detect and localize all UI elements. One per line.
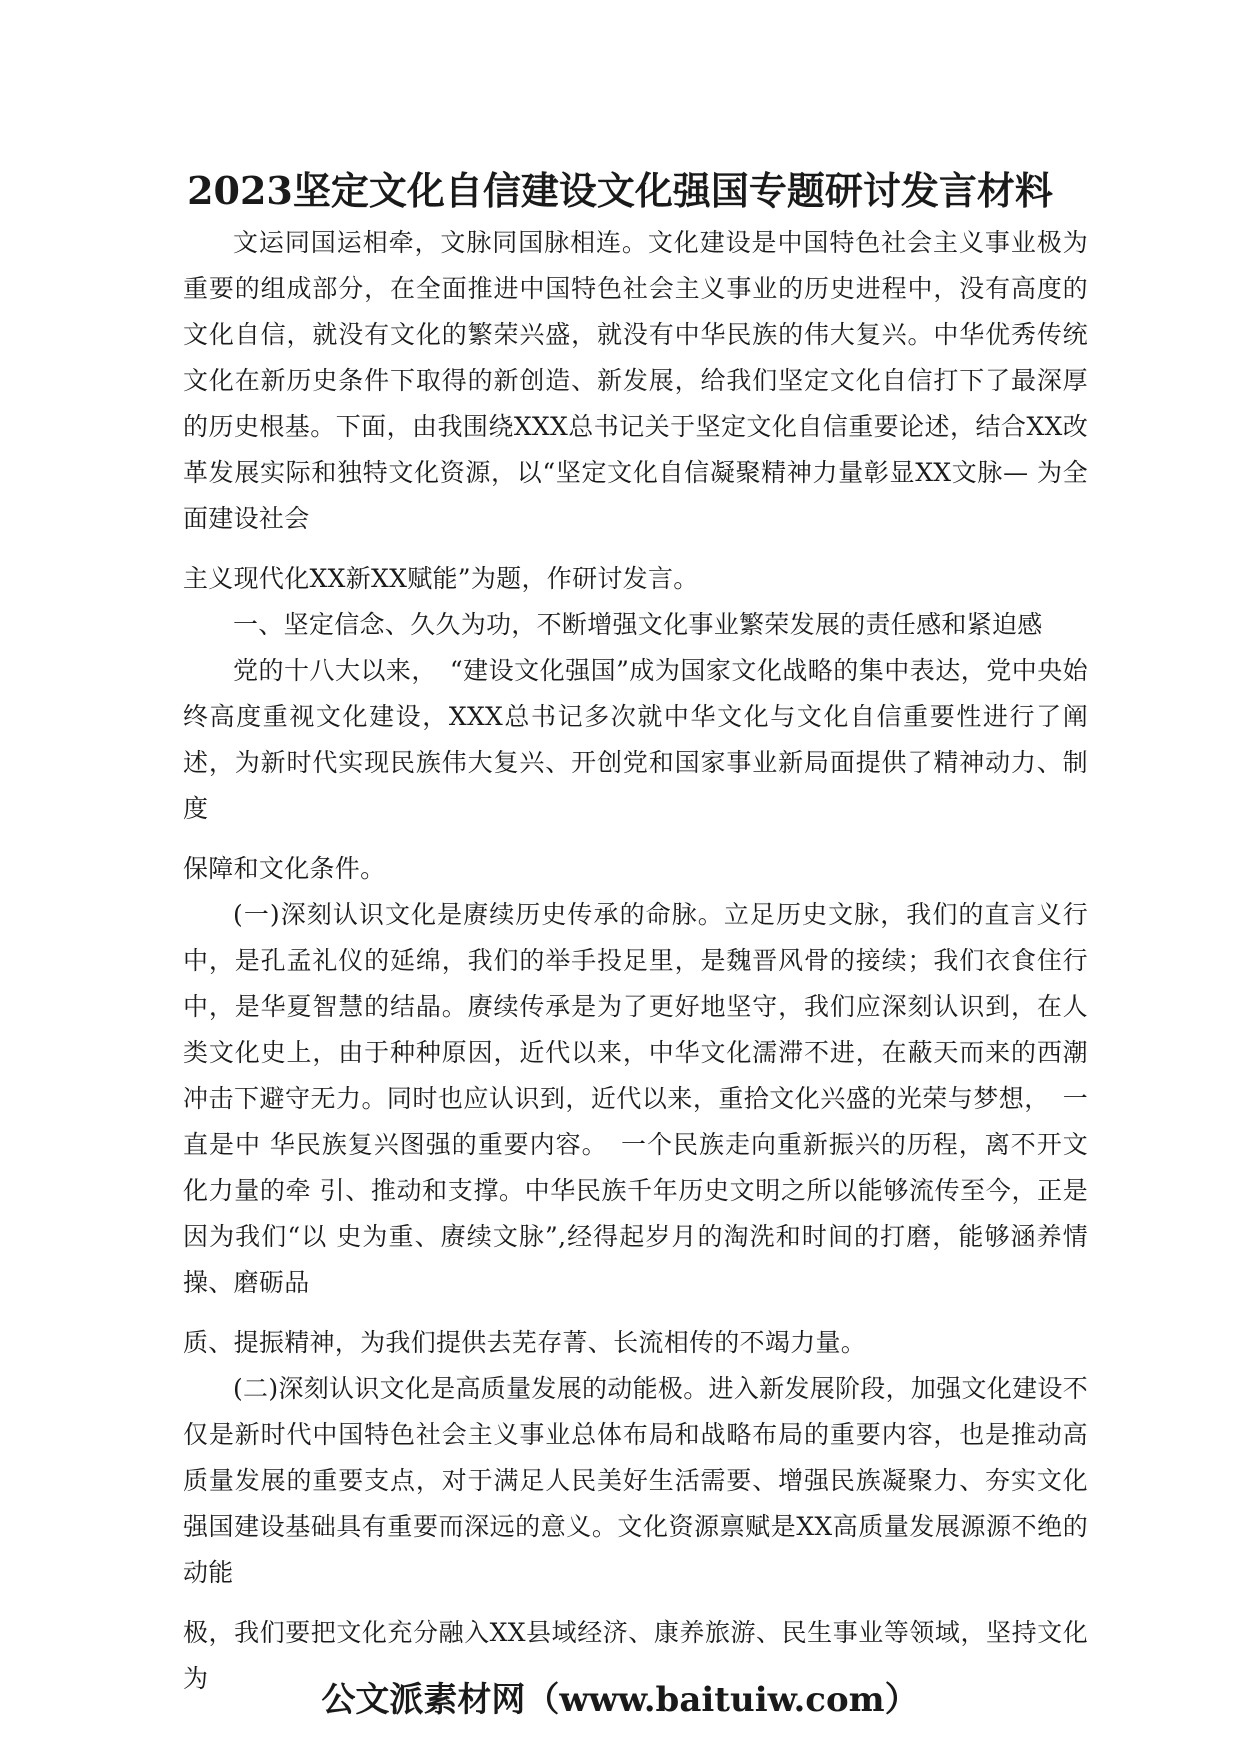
section-heading-1: 一、坚定信念、久久为功，不断增强文化事业繁荣发展的责任感和紧迫感 xyxy=(233,610,1043,639)
document-title: 2023坚定文化自信建设文化强国专题研讨发言材料 xyxy=(187,168,1053,213)
paragraph-subsection-1-continued: 质、提振精神，为我们提供去芜存菁、长流相传的不竭力量。 xyxy=(183,1328,867,1357)
footer-watermark: 公文派素材网（www.baituiw.com） xyxy=(321,1680,919,1720)
paragraph-subsection-2-continued: 极，我们要把文化充分融入XX县域经济、康养旅游、民生事业等领域，坚持文化为 xyxy=(183,1618,1088,1693)
document-body xyxy=(183,220,1088,1702)
paragraph-intro: 文运同国运相牵，文脉同国脉相连。文化建设是中国特色社会主义事业极为重要的组成部分，在全面推进中国特色社会主义事业的历史进程中，没有高度的文化自信，就没有文化的繁荣兴盛，就没有中华民族的伟大复兴。中华优秀传统文化在新历史条件下取得的新创造、新发展，给我们坚定文化自信打下了最深厚的历史根基。下面，由我围绕XXX总书记关于坚定文化自信重要论述，结合XX改革发展实际和独特文化资源，以“坚定文化自信凝聚精神力量彰显XX文脉— 为全面建设社会 xyxy=(183,228,1088,533)
paragraph-subsection-2: (二)深刻认识文化是高质量发展的动能极。进入新发展阶段，加强文化建设不仅是新时代中国特色社会主义事业总体布局和战略布局的重要内容，也是推动高质量发展的重要支点，对于满足人民美好生活需要、增强民族凝聚力、夯实文化强国建设基础具有重要而深远的意义。文化资源禀赋是XX高质量发展源源不绝的动能 xyxy=(183,1374,1089,1587)
paragraph-subsection-1: (一)深刻认识文化是赓续历史传承的命脉。立足历史文脉，我们的直言义行中，是孔孟礼仪的延绵，我们的举手投足里，是魏晋风骨的接续；我们衣食住行中，是华夏智慧的结晶。赓续传承是为了更好地坚守，我们应深刻认识到，在人类文化史上，由于种种原因，近代以来，中华文化濡滞不进，在蔽天而来的西潮冲击下避守无力。同时也应认识到，近代以来，重拾文化兴盛的光荣与梦想， 一直是中 华民族复兴图强的重要内容。 一个民族走向重新振兴的历程，离不开文化力量的牵 引、推动和支撑。中华民族千年历史文明之所以能够流传至今，正是因为我们“以 史为重、赓续文脉”,经得起岁月的淘洗和时间的打磨，能够涵养情操、磨砺品 xyxy=(183,900,1088,1297)
paragraph-intro-continued: 主义现代化XX新XX赋能”为题，作研讨发言。 xyxy=(183,564,699,593)
paragraph-section-1: 党的十八大以来， “建设文化强国”成为国家文化战略的集中表达，党中央始 终高度重视文化建设，XXX总书记多次就中华文化与文化自信重要性进行了阐 述，为新时代实现民族伟大复兴、开创党和国家事业新局面提供了精神动力、制度 xyxy=(183,656,1088,823)
paragraph-section-1-continued: 保障和文化条件。 xyxy=(183,854,386,883)
